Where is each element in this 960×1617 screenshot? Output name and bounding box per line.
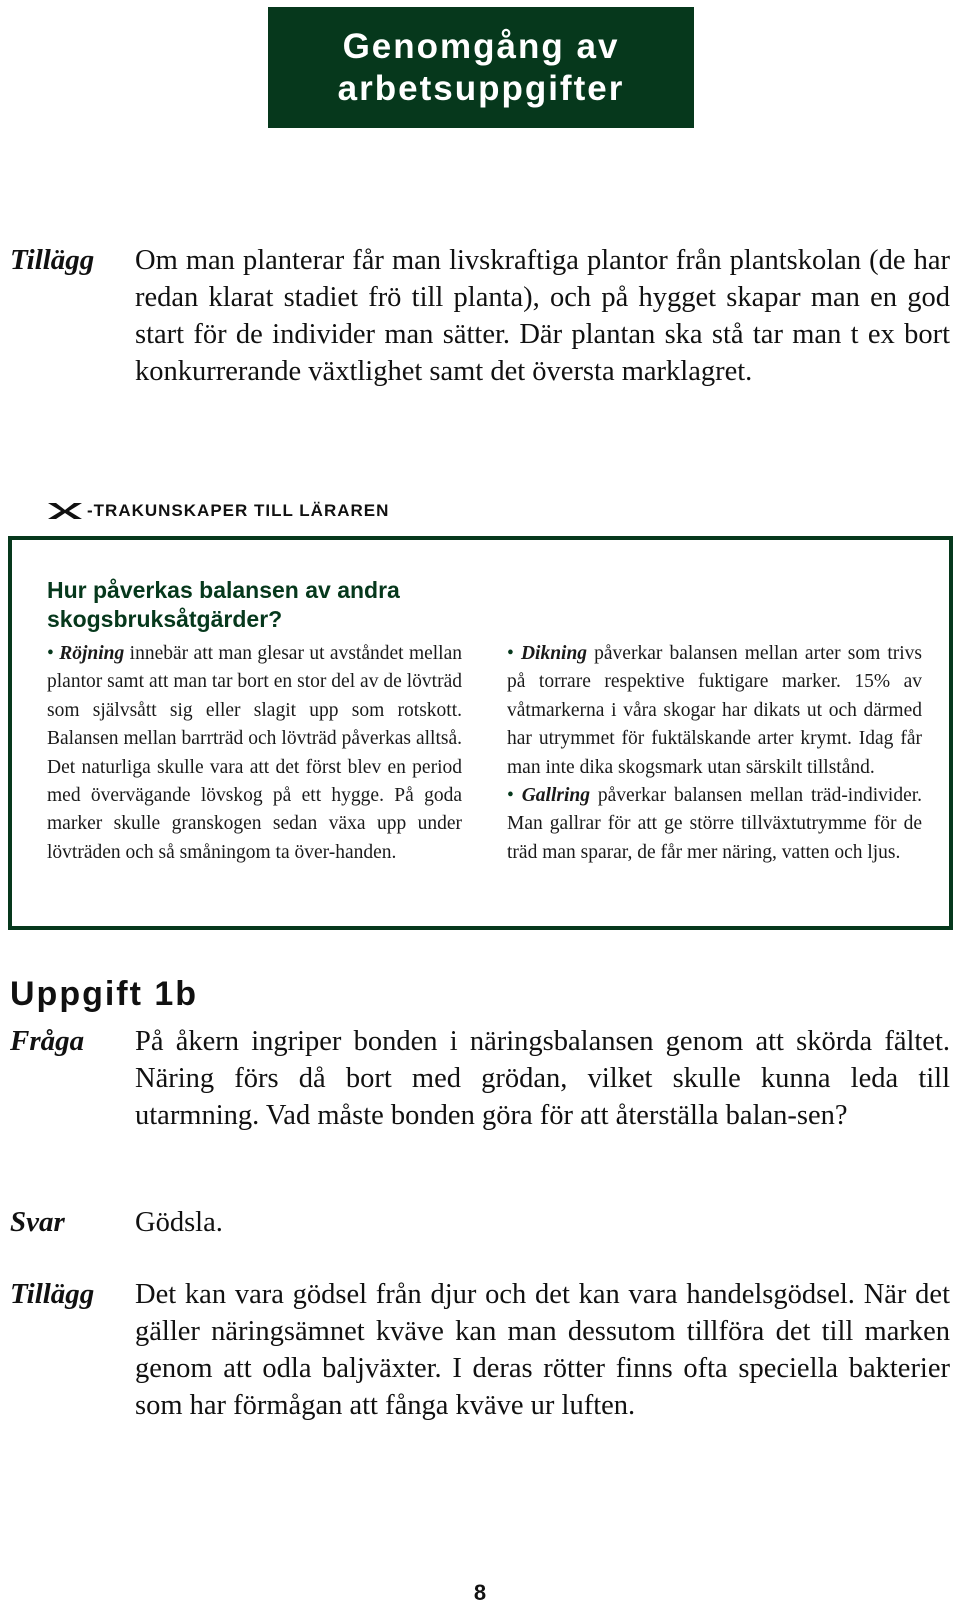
- page-number: 8: [473, 1580, 487, 1605]
- x-logo-icon: [46, 500, 84, 522]
- dikning-text: påverkar balansen mellan arter som trivs på torrare respektive fuktigare marker. 15% av våtmarkerna i våra skogar har dikats ut och därmed har utrymmet för fuktälskande arter krymt. Idag får man inte dika skogsmark utan särskilt tillstånd.: [507, 643, 922, 778]
- extra-text: Det kan vara gödsel från djur och det kan vara handelsgödsel. När det gäller näringsämnet kväve kan man dessutom tillföra det till marken genom att odla baljväxter. I deras rötter finns ofta speciella bakterier som har förmågan att fånga kväve ur luften.: [135, 1279, 950, 1421]
- intro-label: Tillägg: [10, 244, 95, 276]
- page-header-banner: [268, 7, 694, 128]
- answer-text: Gödsla.: [135, 1207, 223, 1238]
- extra-label: Tillägg: [10, 1278, 95, 1310]
- fact-box: [8, 536, 953, 930]
- fact-box-heading: [46, 500, 389, 522]
- question-label: Fråga: [10, 1025, 85, 1057]
- question-text: På åkern ingriper bonden i näringsbalansen genom att skörda fältet. Näring förs då bort med grödan, vilket skulle kunna leda till utarmning. Vad måste bonden göra för att återställa balan-sen?: [135, 1026, 950, 1131]
- fact-paragraph-rojning: [47, 640, 462, 867]
- bullet-icon: •: [47, 643, 54, 664]
- header-line-2: arbetsuppgifter: [337, 68, 625, 108]
- term-rojning: Röjning: [59, 643, 125, 664]
- fact-column-left: [47, 640, 462, 867]
- intro-text: Om man planterar får man livskraftiga plantor från plantskolan (de har redan klarat stadiet frö till planta), och på hygget skapar man en god start för de individer man sätter. Där plantan ska stå tar man t ex bort konkurrerande växtlighet samt det översta marklagret.: [135, 245, 950, 387]
- section-title: Uppgift 1b: [10, 975, 199, 1013]
- bullet-icon: •: [507, 785, 514, 807]
- term-gallring: Gallring: [521, 785, 590, 807]
- fact-box-title: Hur påverkas balansen av andra skogsbruksåtgärder?: [47, 577, 400, 632]
- fact-column-right: [507, 640, 922, 867]
- header-line-1: Genomgång av: [342, 26, 620, 66]
- rojning-text: innebär att man glesar ut avståndet mellan plantor samt att man tar bort en stor del av de lövträd som självsått sig eller slagit upp som rotskott. Balansen mellan barrträd och lövträd påverkas alltså. Det naturliga skulle vara att det först blev en period med övervägande lövskog på ett hygge. På goda marker skulle granskogen sedan växa upp under lövträden och så småningom ta över-handen.: [47, 643, 463, 863]
- gallring-text: påverkar balansen mellan träd-individer. Man gallrar för att ge större tillväxtutrymme för de träd man sparar, de får mer näring, vatten och ljus.: [507, 785, 923, 863]
- fact-paragraph-dikning: [507, 640, 922, 782]
- bullet-icon: •: [507, 643, 514, 664]
- fact-box-heading-text: -TRAKUNSKAPER TILL LÄRAREN: [87, 501, 390, 520]
- term-dikning: Dikning: [520, 643, 588, 664]
- fact-paragraph-gallring: [507, 782, 922, 867]
- answer-label: Svar: [10, 1206, 65, 1238]
